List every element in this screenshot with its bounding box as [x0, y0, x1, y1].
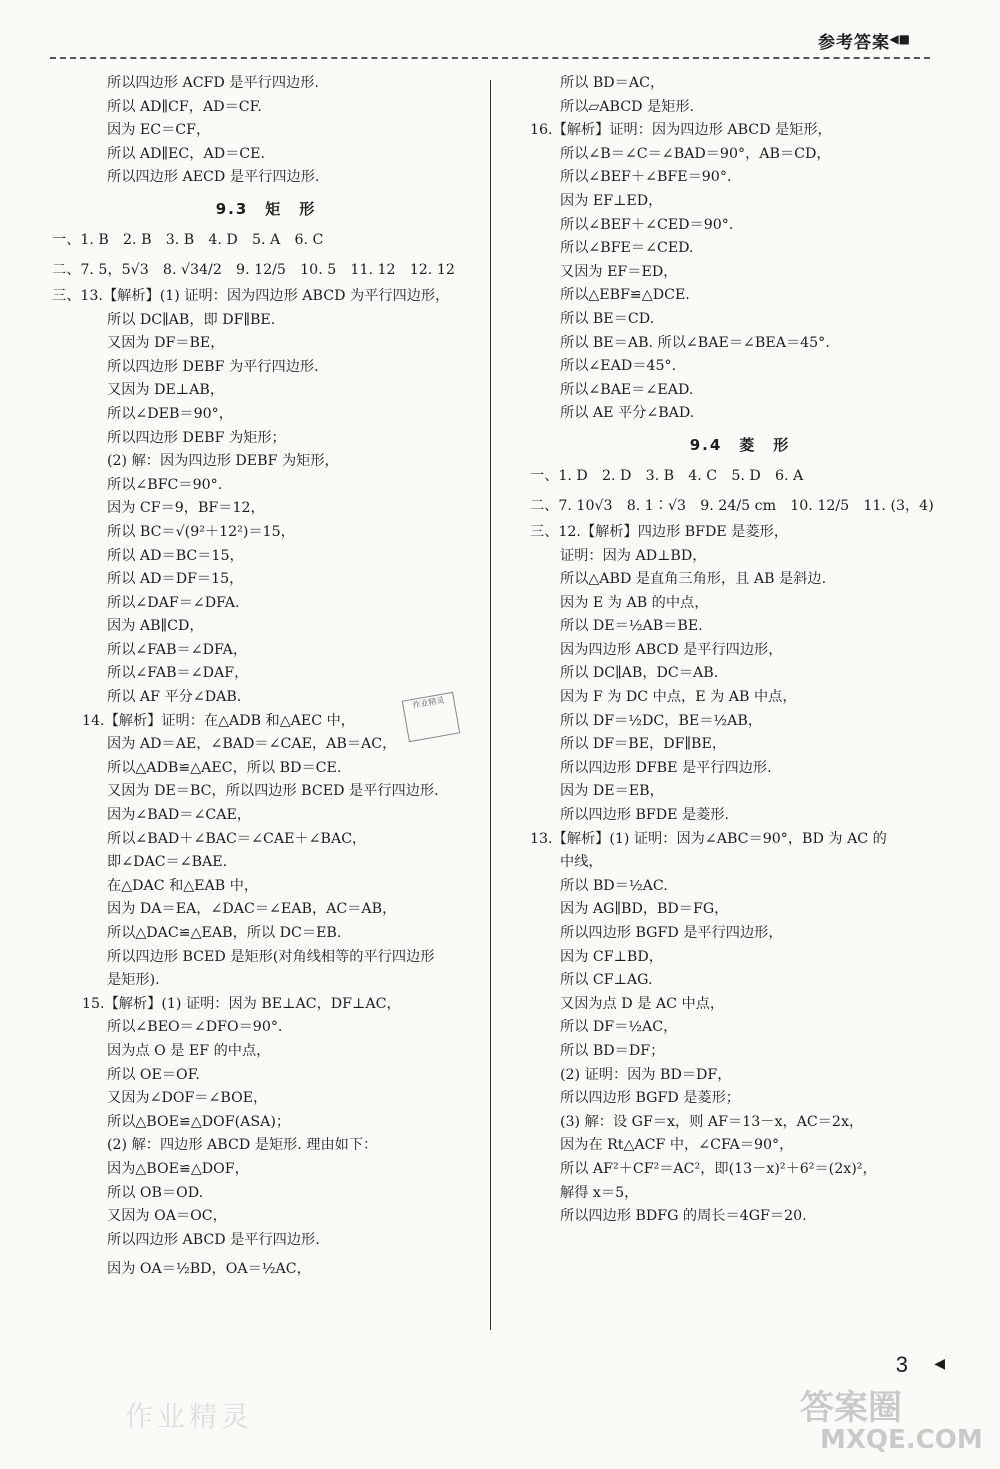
answer-line: 二、7. 5，5√3 8. √34/2 9. 12/5 10. 5 11. 12 12. 12 [52, 261, 455, 278]
text-line: 所以 BE＝CD. [560, 310, 655, 327]
text-line: 又因为 DF＝BE， [107, 335, 225, 352]
text-line: 在△DAC 和△EAB 中， [107, 877, 259, 894]
text-line: 因为 AG∥BD，BD＝FG， [560, 901, 729, 918]
page-header [50, 22, 930, 58]
text-line: 所以∠B＝∠C＝∠BAD＝90°，AB＝CD， [560, 145, 831, 162]
text-line: 所以 AF 平分∠DAB. [107, 689, 242, 706]
text-line: 所以∠EAD＝45°. [560, 358, 677, 375]
text-line: 所以 AD＝BC＝15， [107, 547, 244, 564]
text-line: 所以四边形 BCED 是矩形(对角线相等的平行四边形 [107, 948, 435, 965]
text-line: 所以∠DAF＝∠DFA. [107, 594, 240, 611]
text-line: 所以四边形 AECD 是平行四边形. [107, 169, 320, 186]
text-line: 所以∠BAE＝∠EAD. [560, 381, 694, 398]
text-line: 所以四边形 BGFD 是平行四边形， [560, 925, 783, 941]
text-line: 15.【解析】(1) 证明：因为 BE⊥AC，DF⊥AC， [82, 995, 401, 1012]
watermark-right: 答案圈 [800, 1388, 902, 1428]
watermark-url: MXQE.COM [820, 1425, 983, 1455]
text-line: 所以∠BFC＝90°. [107, 476, 223, 493]
text-line: 因为 AD＝AE，∠BAD＝∠CAE，AB＝AC， [107, 736, 397, 753]
text-line: 所以∠BFE＝∠CED. [560, 240, 694, 257]
text-line: 所以四边形 BDFG 的周长＝4GF＝20. [560, 1208, 807, 1225]
text-line: 所以 BE＝AB. 所以∠BAE＝∠BEA＝45°. [560, 334, 830, 351]
text-line: 所以 DC∥AB，即 DF∥BE. [107, 311, 276, 328]
text-line: 所以 BD＝AC， [560, 75, 665, 91]
text-line: 所以△DAC≌△EAB，所以 DC＝EB. [107, 925, 342, 941]
text-line: (3) 解：设 GF＝x，则 AF＝13－x，AC＝2x， [560, 1113, 864, 1130]
text-line: 因为在 Rt△ACF 中，∠CFA＝90°， [560, 1137, 794, 1154]
text-line: (2) 解：因为四边形 DEBF 为矩形， [107, 453, 339, 470]
text-line: 所以四边形 BFDE 是菱形. [560, 807, 730, 824]
text-line: 因为 EF⊥ED， [560, 192, 663, 209]
text-line: 因为 CF⊥BD， [560, 948, 663, 965]
text-line: 所以∠BEO＝∠DFO＝90°. [107, 1019, 283, 1036]
text-line: 所以四边形 BGFD 是菱形； [560, 1090, 740, 1107]
text-line: 是矩形). [107, 972, 160, 989]
text-line: 因为 AB∥CD， [107, 618, 204, 635]
text-line: 证明：因为 AD⊥BD， [560, 547, 707, 564]
text-line: 三、13.【解析】(1) 证明：因为四边形 ABCD 为平行四边形， [52, 287, 450, 304]
text-line: 又因为点 D 是 AC 中点， [560, 995, 725, 1012]
right-column [530, 72, 950, 1229]
text-line: 13.【解析】(1) 证明：因为∠ABC＝90°，BD 为 AC 的 [530, 830, 887, 847]
text-line: 所以∠BEF＋∠CED＝90°. [560, 216, 734, 233]
text-line: (2) 解：四边形 ABCD 是矩形. 理由如下： [107, 1137, 378, 1154]
section-title-9-3: 9.3 矩 形 [215, 199, 317, 218]
text-line: 所以∠DEB＝90°， [107, 405, 233, 422]
text-line: 又因为∠DOF＝∠BOE， [107, 1090, 268, 1107]
text-line: 所以 DE＝½AB＝BE. [560, 618, 703, 635]
text-line: 所以四边形 DFBE 是平行四边形. [560, 759, 772, 776]
text-line: 16.【解析】证明：因为四边形 ABCD 是矩形， [530, 122, 832, 139]
column-divider [490, 80, 491, 1330]
text-line: 所以 AF²＋CF²＝AC²，即(13－x)²＋6²＝(2x)²， [560, 1160, 877, 1177]
text-line: 所以 AD∥CF，AD＝CF. [107, 98, 262, 115]
text-line: 又因为 DE＝BC，所以四边形 BCED 是平行四边形. [107, 783, 439, 800]
text-line: 所以∠BEF＋∠BFE＝90°. [560, 169, 732, 186]
text-line: 即∠DAC＝∠BAE. [107, 854, 228, 871]
text-line: 所以∠FAB＝∠DFA， [107, 641, 248, 658]
text-line: 因为 F 为 DC 中点，E 为 AB 中点， [560, 689, 797, 706]
text-line: 所以 BD＝DF； [560, 1042, 665, 1059]
header-title: 参考答案 [818, 33, 890, 53]
text-line: 所以 OE＝OF. [107, 1066, 200, 1083]
text-line: 因为四边形 ABCD 是平行四边形， [560, 641, 783, 658]
text-line: 所以∠BAD＋∠BAC＝∠CAE＋∠BAC， [107, 830, 367, 847]
text-line: (2) 证明：因为 BD＝DF， [560, 1066, 732, 1083]
text-line: 所以△BOE≌△DOF(ASA)； [107, 1113, 291, 1130]
answer-line: 一、1. B 2. B 3. B 4. D 5. A 6. C [52, 231, 324, 248]
text-line: 又因为 EF＝ED， [560, 263, 678, 280]
text-line: 所以△EBF≌△DCE. [560, 287, 690, 304]
header-rule [50, 57, 930, 59]
text-line: 因为 DE＝EB， [560, 783, 664, 800]
watermark-left: 作业精灵 [125, 1400, 254, 1433]
text-line: 因为 EC＝CF， [107, 122, 211, 139]
text-line: 所以 AE 平分∠BAD. [560, 405, 695, 422]
left-column [52, 72, 480, 1282]
text-line: 因为 E 为 AB 的中点， [560, 594, 709, 611]
answer-line: 一、1. D 2. D 3. B 4. C 5. D 6. A [530, 467, 804, 484]
text-line: 所以 OB＝OD. [107, 1184, 204, 1201]
text-line: 因为△BOE≌△DOF， [107, 1160, 249, 1177]
page-arrow-icon: ◀ [934, 1356, 945, 1372]
text-line: 三、12.【解析】四边形 BFDE 是菱形， [530, 523, 789, 540]
section-title-9-4: 9.4 菱 形 [689, 435, 791, 454]
text-line: 所以△ABD 是直角三角形，且 AB 是斜边. [560, 571, 827, 588]
text-line: 所以 CF⊥AG. [560, 972, 653, 989]
text-line: 14.【解析】证明：在△ADB 和△AEC 中， [82, 712, 355, 729]
text-line: 解得 x＝5， [560, 1184, 639, 1201]
text-line: 因为点 O 是 EF 的中点， [107, 1042, 271, 1059]
text-line: 又因为 DE⊥AB， [107, 382, 225, 399]
text-line: 所以四边形 ACFD 是平行四边形. [107, 75, 319, 91]
text-line: 所以 BD＝½AC. [560, 877, 668, 894]
text-line: 因为 CF＝9，BF＝12， [107, 500, 265, 517]
text-line: 所以四边形 ABCD 是平行四边形. [107, 1231, 320, 1248]
text-line: 所以 DF＝BE，DF∥BE， [560, 736, 727, 753]
text-line: 又因为 OA＝OC， [107, 1208, 227, 1225]
text-line: 所以∠FAB＝∠DAF， [107, 665, 249, 682]
header-arrow-icon: ◀■ [889, 32, 910, 46]
text-line: 所以 AD∥EC，AD＝CE. [107, 145, 265, 162]
text-line: 所以 DF＝½DC，BE＝½AB， [560, 712, 763, 729]
text-line: 所以 AD＝DF＝15， [107, 571, 244, 588]
text-line: 中线， [560, 854, 603, 871]
text-line: 所以四边形 DEBF 为矩形； [107, 429, 286, 446]
text-line: 所以△ADB≌△AEC，所以 BD＝CE. [107, 759, 342, 776]
stamp-watermark: 作业精灵 [402, 692, 461, 742]
text-line: 所以 DC∥AB，DC＝AB. [560, 665, 719, 682]
page-number: 3 [895, 1352, 908, 1377]
text-line: 因为 OA＝½BD，OA＝½AC， [107, 1261, 311, 1278]
text-line: 所以 DF＝½AC， [560, 1019, 678, 1036]
text-line: 因为∠BAD＝∠CAE， [107, 807, 252, 824]
text-line: 所以▱ABCD 是矩形. [560, 98, 695, 115]
text-line: 所以四边形 DEBF 为平行四边形. [107, 358, 319, 375]
answer-line: 二、7. 10√3 8. 1∶√3 9. 24/5 cm 10. 12/5 11. (3，4) [530, 497, 934, 514]
text-line: 因为 DA＝EA，∠DAC＝∠EAB，AC＝AB， [107, 901, 397, 918]
text-line: 所以 BC＝√(9²＋12²)＝15， [107, 523, 295, 540]
